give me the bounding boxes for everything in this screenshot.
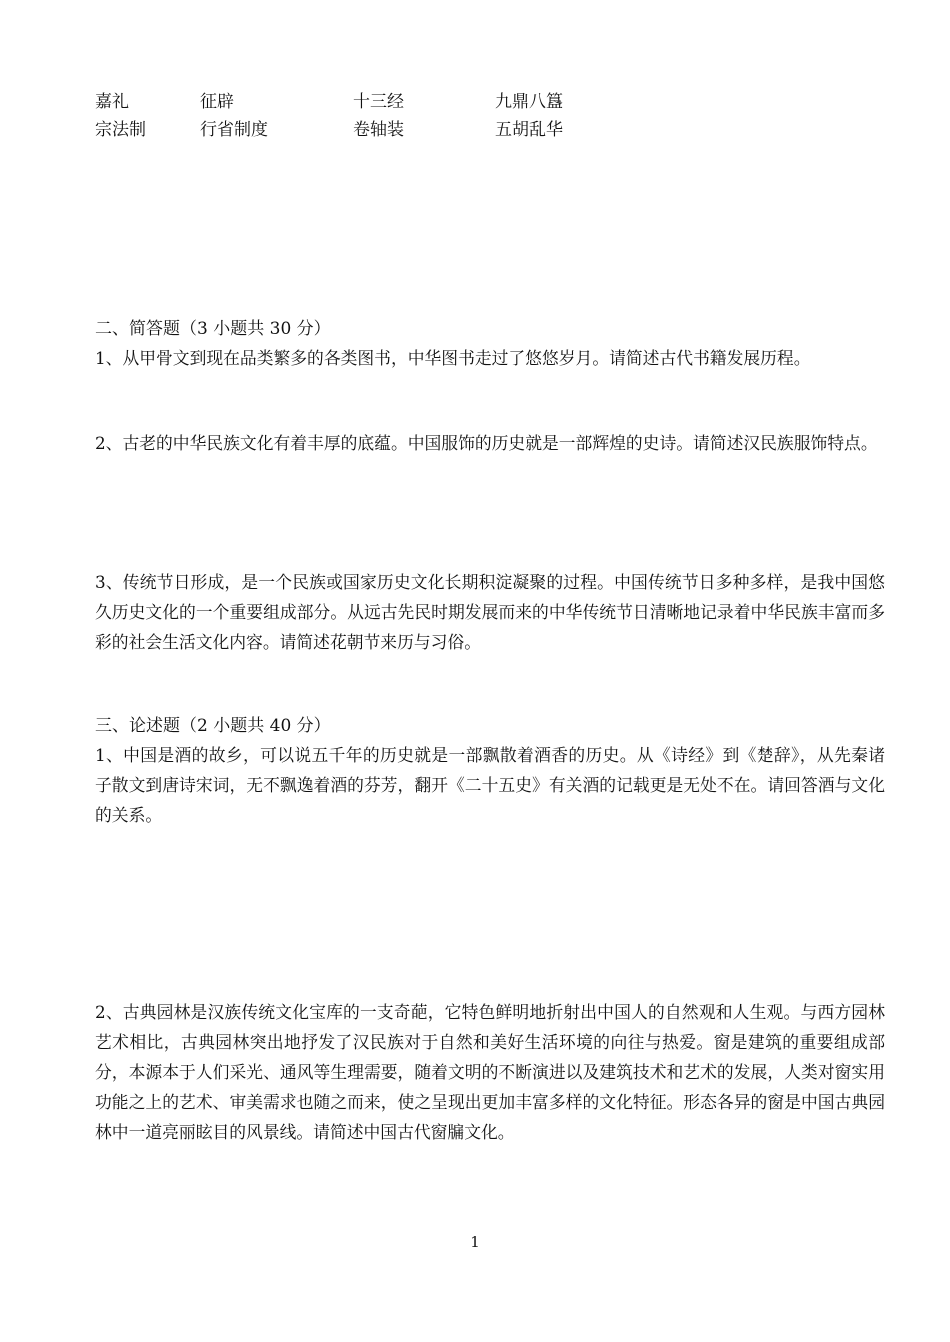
question-3-2: 2、古典园林是汉族传统文化宝库的一支奇葩，它特色鲜明地折射出中国人的自然观和人生观。与西方园林艺术相比，古典园林突出地抒发了汉民族对于自然和美好生活环境的向往与热爱。窗是建筑的重要组成部分，本源本于人们采光、通风等生理需要，随着文明的不断演进以及建筑技术和艺术的发展，人类对窗实用功能之上的艺术、审美需求也随之而来，使之呈现出更加丰富多样的文化特征。形态各异的窗是中国古典园林中一道亮丽眩目的风景线。请简述中国古代窗牖文化。 (95, 1002, 885, 1142)
question-2-3: 3、传统节日形成，是一个民族或国家历史文化长期积淀凝聚的过程。中国传统节日多种多样，是我中国悠久历史文化的一个重要组成部分。从远古先民时期发展而来的中华传统节日清晰地记录着中华民族丰富而多彩的社会生活文化内容。请简述花朝节来历与习俗。 (95, 572, 885, 652)
terms-row (95, 88, 695, 116)
term: 五胡乱华 (495, 120, 563, 140)
term: 九鼎八簋 (495, 92, 563, 112)
term: 嘉礼 (95, 92, 129, 112)
term: 行省制度 (200, 120, 268, 140)
term: 征辟 (200, 92, 234, 112)
question-2-1: 1、从甲骨文到现在品类繁多的各类图书，中华图书走过了悠悠岁月。请简述古代书籍发展历程。 (95, 348, 811, 368)
page-number: 1 (470, 1233, 480, 1251)
section-title-essay: 三、论述题（2 小题共 40 分） (95, 716, 331, 736)
question-3-1: 1、中国是酒的故乡，可以说五千年的历史就是一部飘散着酒香的历史。从《诗经》到《楚辞》，从先秦诸子散文到唐诗宋词，无不飘逸着酒的芬芳，翻开《二十五史》有关酒的记载更是无处不在。请回答酒与文化的关系。 (95, 745, 885, 825)
term: 十三经 (353, 92, 404, 112)
term: 宗法制 (95, 120, 146, 140)
terms-row (95, 116, 695, 144)
term: 卷轴装 (353, 120, 404, 140)
terms-table (95, 88, 695, 144)
question-2-2: 2、古老的中华民族文化有着丰厚的底蕴。中国服饰的历史就是一部辉煌的史诗。请简述汉民族服饰特点。 (95, 433, 878, 453)
section-title-short-answer: 二、简答题（3 小题共 30 分） (95, 319, 331, 339)
